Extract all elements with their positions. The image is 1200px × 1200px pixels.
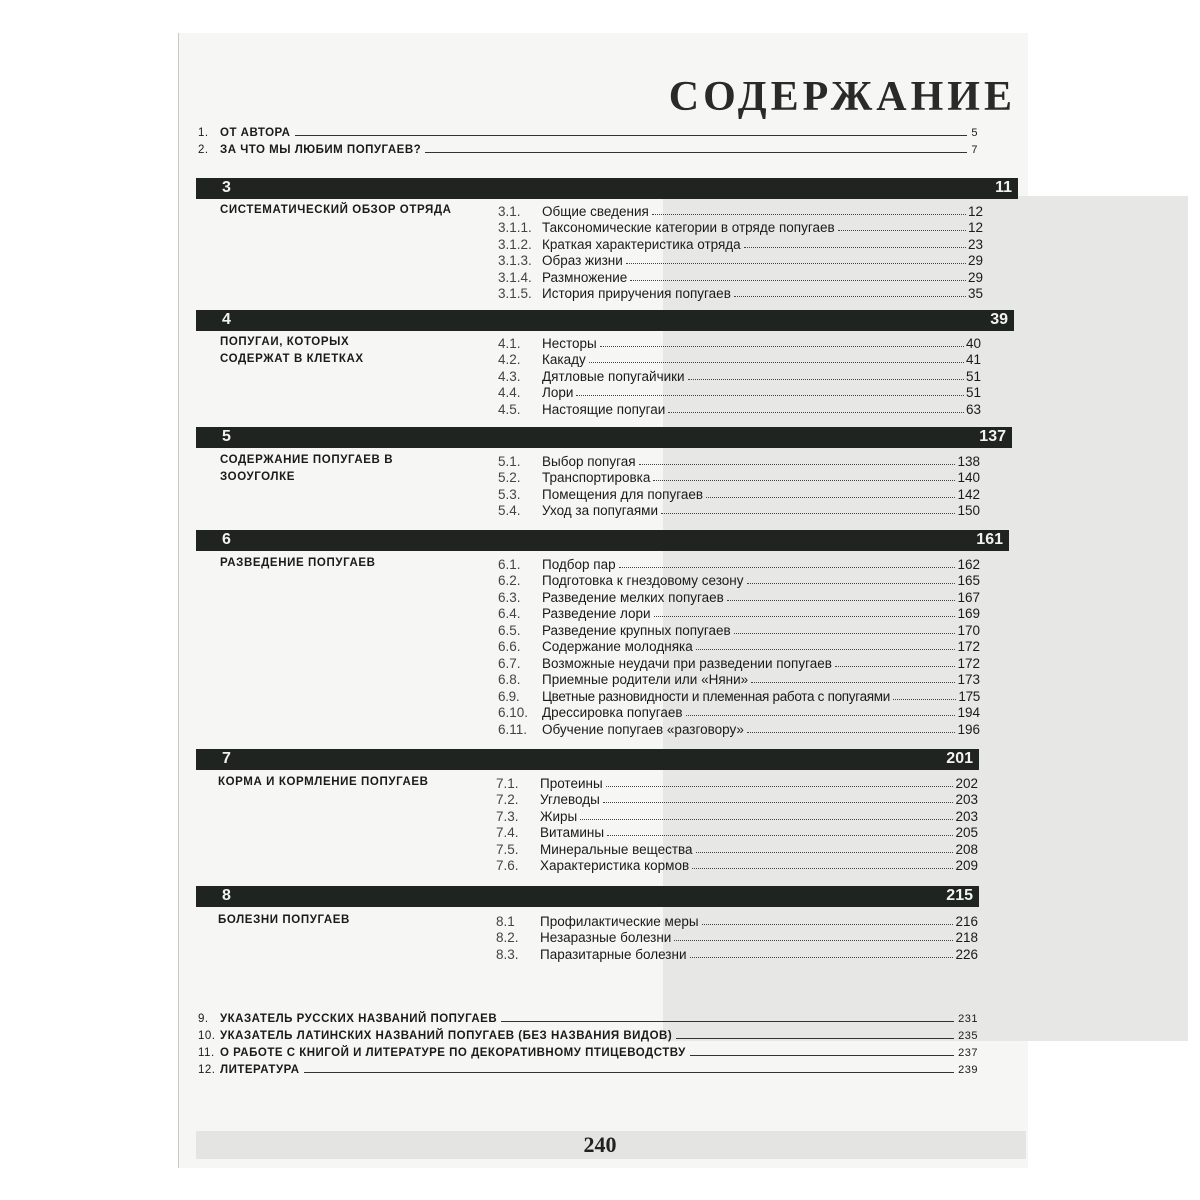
toc-item (498, 621, 980, 638)
item-label: Дятловые попугайчики (542, 368, 685, 384)
item-label: Выбор попугая (542, 453, 636, 469)
item-number: 6.3. (498, 589, 521, 605)
item-page: 12 (967, 203, 983, 219)
chapter-page: 201 (946, 750, 973, 767)
chapter-bar (196, 530, 1009, 551)
chapter-number: 7 (222, 750, 231, 767)
item-number: 6.1. (498, 556, 521, 572)
item-label: Транспортировка (542, 470, 651, 485)
item-page: 51 (965, 385, 981, 400)
chapter-title: БОЛЕЗНИ ПОПУГАЕВ (218, 914, 350, 926)
toc-entry (198, 1058, 978, 1076)
item-number: 3.1.2. (498, 236, 532, 252)
entry-number: 11. (198, 1047, 215, 1059)
item-page: 175 (958, 688, 980, 704)
chapter-number: 3 (222, 179, 231, 196)
item-label: Настоящие попугаи (542, 401, 666, 417)
dot-leader (696, 852, 954, 853)
item-number: 4.3. (498, 368, 521, 384)
dot-leader (654, 616, 956, 617)
toc-item (498, 351, 981, 368)
toc-item (496, 791, 978, 808)
item-page: 40 (965, 335, 981, 351)
chapter-bar (196, 427, 1012, 448)
book-page (178, 33, 1028, 1168)
dot-leader (751, 682, 955, 683)
item-label: Общие сведения (542, 203, 649, 219)
item-number: 7.2. (496, 792, 519, 807)
dot-leader (661, 513, 955, 514)
item-page: 169 (957, 606, 980, 621)
item-number: 6.9. (498, 688, 520, 704)
dot-leader (747, 583, 956, 584)
item-label: Возможные неудачи при разведении попугаев (542, 655, 832, 671)
item-label: Профилактические меры (540, 913, 699, 929)
leader-line (295, 135, 968, 136)
dot-leader (835, 666, 956, 667)
item-page: 41 (965, 352, 981, 367)
dot-leader (606, 786, 954, 787)
dot-leader (580, 819, 953, 820)
leader-line (501, 1021, 954, 1022)
chapter-bar (196, 886, 979, 907)
item-label: Таксономические категории в отряде попугаев (542, 220, 835, 235)
chapter-bar (196, 310, 1014, 331)
item-number: 4.4. (498, 385, 521, 400)
item-page: 51 (965, 368, 981, 384)
entry-label: ЗА ЧТО МЫ ЛЮБИМ ПОПУГАЕВ? (220, 144, 422, 156)
item-number: 7.4. (496, 825, 519, 840)
item-label: Характеристика кормов (540, 858, 690, 873)
page-number: 240 (583, 1132, 617, 1157)
toc-entry (198, 1024, 978, 1042)
chapter-page: 215 (946, 887, 973, 904)
item-number: 7.1. (496, 775, 519, 791)
entry-label: О РАБОТЕ С КНИГОЙ И ЛИТЕРАТУРЕ ПО ДЕКОРАТИВНОМУ ПТИЦЕВОДСТВУ (220, 1047, 686, 1059)
item-page: 172 (957, 639, 980, 654)
dot-leader (744, 247, 966, 248)
item-page: 194 (957, 705, 980, 720)
dot-leader (607, 835, 953, 836)
dot-leader (668, 412, 964, 413)
chapter-page: 137 (979, 428, 1006, 445)
toc-item (498, 334, 981, 351)
dot-leader (576, 395, 964, 396)
toc-item (498, 384, 981, 401)
dot-leader (706, 497, 955, 498)
item-label: Подготовка к гнездовому сезону (542, 573, 744, 588)
entry-page: 5 (971, 127, 978, 139)
dot-leader (702, 924, 954, 925)
item-number: 3.1.5. (498, 286, 532, 301)
chapter-page: 11 (995, 179, 1012, 196)
item-label: Обучение попугаев «разговору» (542, 721, 744, 737)
item-page: 29 (967, 253, 983, 268)
item-label: Помещения для попугаев (542, 486, 704, 502)
leader-line (425, 152, 967, 153)
item-number: 3.1. (498, 203, 521, 219)
dot-leader (626, 263, 966, 264)
toc-item (498, 202, 983, 219)
entry-number: 12. (198, 1064, 216, 1076)
item-page: 29 (967, 269, 983, 285)
toc-item (498, 720, 980, 737)
dot-leader (619, 567, 956, 568)
item-label: Цветные разновидности и племенная работа с попугаями (542, 688, 891, 704)
item-page: 173 (957, 672, 980, 687)
toc-item (498, 252, 983, 269)
item-page: 226 (955, 946, 978, 962)
item-page: 203 (955, 792, 978, 807)
item-label: Содержание молодняка (542, 639, 693, 654)
dot-leader (734, 296, 966, 297)
item-page: 170 (957, 622, 980, 638)
item-number: 6.8. (498, 672, 521, 687)
toc-item (498, 671, 980, 688)
item-label: Паразитарные болезни (540, 946, 687, 962)
toc-item (498, 219, 983, 236)
chapter-page: 161 (976, 531, 1003, 548)
entry-number: 1. (198, 127, 209, 139)
item-label: История приручения попугаев (542, 286, 731, 301)
toc-item (498, 452, 980, 469)
dot-leader (686, 715, 956, 716)
item-label: Минеральные вещества (540, 841, 693, 857)
toc-item (496, 912, 978, 929)
item-number: 5.2. (498, 470, 521, 485)
toc-item (498, 704, 980, 721)
dot-leader (639, 464, 956, 465)
item-number: 3.1.3. (498, 253, 532, 268)
chapter-number: 8 (222, 887, 231, 904)
dot-leader (603, 802, 954, 803)
item-page: 205 (955, 825, 978, 840)
item-page: 165 (957, 573, 980, 588)
item-number: 6.7. (498, 655, 521, 671)
dot-leader (653, 480, 955, 481)
dot-leader (734, 633, 956, 634)
dot-leader (630, 280, 966, 281)
item-number: 3.1.4. (498, 269, 532, 285)
item-number: 4.5. (498, 401, 521, 417)
toc-item (498, 555, 980, 572)
item-label: Подбор пар (542, 556, 616, 572)
toc-item (498, 588, 980, 605)
item-page: 196 (957, 721, 980, 737)
chapter-title: КОРМА И КОРМЛЕНИЕ ПОПУГАЕВ (218, 776, 429, 788)
item-label: Углеводы (540, 792, 600, 807)
item-label: Разведение лори (542, 606, 651, 621)
item-number: 8.3. (496, 946, 519, 962)
item-number: 6.4. (498, 606, 521, 621)
item-number: 6.11. (498, 721, 528, 737)
item-page: 202 (955, 775, 978, 791)
dot-leader (838, 230, 966, 231)
item-number: 5.3. (498, 486, 521, 502)
toc-entry (198, 1041, 978, 1059)
dot-leader (674, 940, 953, 941)
entry-page: 239 (958, 1064, 978, 1076)
toc-item (498, 572, 980, 589)
toc-item (498, 605, 980, 622)
chapter-title: СИСТЕМАТИЧЕСКИЙ ОБЗОР ОТРЯДА (220, 204, 452, 216)
item-number: 7.6. (496, 858, 519, 873)
entry-page: 231 (958, 1013, 978, 1025)
dot-leader (893, 699, 956, 700)
item-label: Жиры (540, 808, 578, 824)
item-number: 4.1. (498, 335, 521, 351)
toc-item (496, 824, 978, 841)
toc-entry (198, 138, 978, 156)
toc-item (498, 502, 980, 519)
dot-leader (600, 346, 964, 347)
leader-line (676, 1038, 954, 1039)
item-page: 209 (955, 858, 978, 873)
toc-item (498, 235, 983, 252)
item-number: 8.2. (496, 930, 519, 945)
toc-item (498, 367, 981, 384)
chapter-title: СОДЕРЖАНИЕ ПОПУГАЕВ В ЗООУГОЛКЕ (220, 454, 394, 483)
item-number: 8.1 (496, 913, 515, 929)
item-page: 167 (957, 589, 980, 605)
entry-label: ОТ АВТОРА (220, 127, 291, 139)
toc-item (496, 807, 978, 824)
item-label: Образ жизни (542, 253, 623, 268)
item-label: Уход за попугаями (542, 503, 659, 518)
item-number: 5.4. (498, 503, 521, 518)
toc-item (498, 285, 983, 302)
chapter-number: 5 (222, 428, 231, 445)
entry-number: 9. (198, 1013, 209, 1025)
item-number: 3.1.1. (498, 220, 532, 235)
item-page: 140 (957, 470, 980, 485)
item-page: 208 (955, 841, 978, 857)
entry-number: 2. (198, 144, 209, 156)
item-page: 216 (955, 913, 978, 929)
item-label: Несторы (542, 335, 597, 351)
entry-number: 10. (198, 1030, 216, 1042)
item-number: 7.5. (496, 841, 519, 857)
chapter-bar (196, 178, 1018, 199)
chapter-title: РАЗВЕДЕНИЕ ПОПУГАЕВ (220, 557, 376, 569)
dot-leader (652, 214, 966, 215)
item-label: Незаразные болезни (540, 930, 672, 945)
chapter-bar (196, 749, 979, 770)
toc-item (496, 840, 978, 857)
chapter-number: 4 (222, 311, 231, 328)
item-label: Какаду (542, 352, 586, 367)
item-number: 6.2. (498, 573, 521, 588)
dot-leader (727, 600, 956, 601)
item-number: 6.5. (498, 622, 521, 638)
entry-label: ЛИТЕРАТУРА (220, 1064, 300, 1076)
toc-item (498, 400, 981, 417)
dot-leader (696, 649, 956, 650)
entry-label: УКАЗАТЕЛЬ ЛАТИНСКИХ НАЗВАНИЙ ПОПУГАЕВ (БЕЗ НАЗВАНИЯ ВИДОВ) (220, 1030, 673, 1042)
entry-page: 7 (971, 144, 978, 156)
item-label: Приемные родители или «Няни» (542, 672, 749, 687)
toc-item (498, 654, 980, 671)
item-label: Дрессировка попугаев (542, 705, 683, 720)
item-number: 4.2. (498, 352, 521, 367)
chapter-title: ПОПУГАИ, КОТОРЫХ СОДЕРЖАТ В КЛЕТКАХ (220, 336, 364, 365)
toc-entry (198, 121, 978, 139)
toc-item (496, 857, 978, 874)
entry-label: УКАЗАТЕЛЬ РУССКИХ НАЗВАНИЙ ПОПУГАЕВ (220, 1013, 498, 1025)
item-label: Краткая характеристика отряда (542, 236, 741, 252)
item-page: 142 (957, 486, 980, 502)
chapter-number: 6 (222, 531, 231, 548)
toc-item (498, 485, 980, 502)
item-page: 12 (967, 220, 983, 235)
dot-leader (688, 379, 964, 380)
leader-line (690, 1055, 954, 1056)
item-number: 6.6. (498, 639, 521, 654)
dot-leader (589, 362, 964, 363)
toc-entry (198, 1007, 978, 1025)
toc-item (498, 638, 980, 655)
item-page: 172 (957, 655, 980, 671)
item-page: 218 (955, 930, 978, 945)
item-label: Размножение (542, 269, 628, 285)
entry-page: 237 (958, 1047, 978, 1059)
leader-line (304, 1072, 955, 1073)
toc-item (498, 687, 980, 704)
item-page: 150 (957, 503, 980, 518)
item-page: 203 (955, 808, 978, 824)
item-number: 5.1. (498, 453, 521, 469)
item-label: Протеины (540, 775, 603, 791)
toc-item (498, 469, 980, 486)
item-number: 6.10. (498, 705, 529, 720)
toc-item (496, 945, 978, 962)
toc-item (496, 774, 978, 791)
chapter-page: 39 (990, 311, 1008, 328)
dot-leader (692, 868, 953, 869)
item-page: 162 (957, 556, 980, 572)
item-page: 63 (965, 401, 981, 417)
dot-leader (690, 957, 954, 958)
item-label: Разведение мелких попугаев (542, 589, 724, 605)
item-number: 7.3. (496, 808, 519, 824)
page-title: СОДЕРЖАНИЕ (668, 74, 1016, 120)
item-page: 23 (967, 236, 983, 252)
item-label: Витамины (540, 825, 605, 840)
item-page: 35 (967, 286, 983, 301)
toc-item (498, 268, 983, 285)
item-label: Разведение крупных попугаев (542, 622, 731, 638)
entry-page: 235 (958, 1030, 978, 1042)
dot-leader (747, 732, 956, 733)
toc-item (496, 929, 978, 946)
item-label: Лори (542, 385, 574, 400)
item-page: 138 (957, 453, 980, 469)
